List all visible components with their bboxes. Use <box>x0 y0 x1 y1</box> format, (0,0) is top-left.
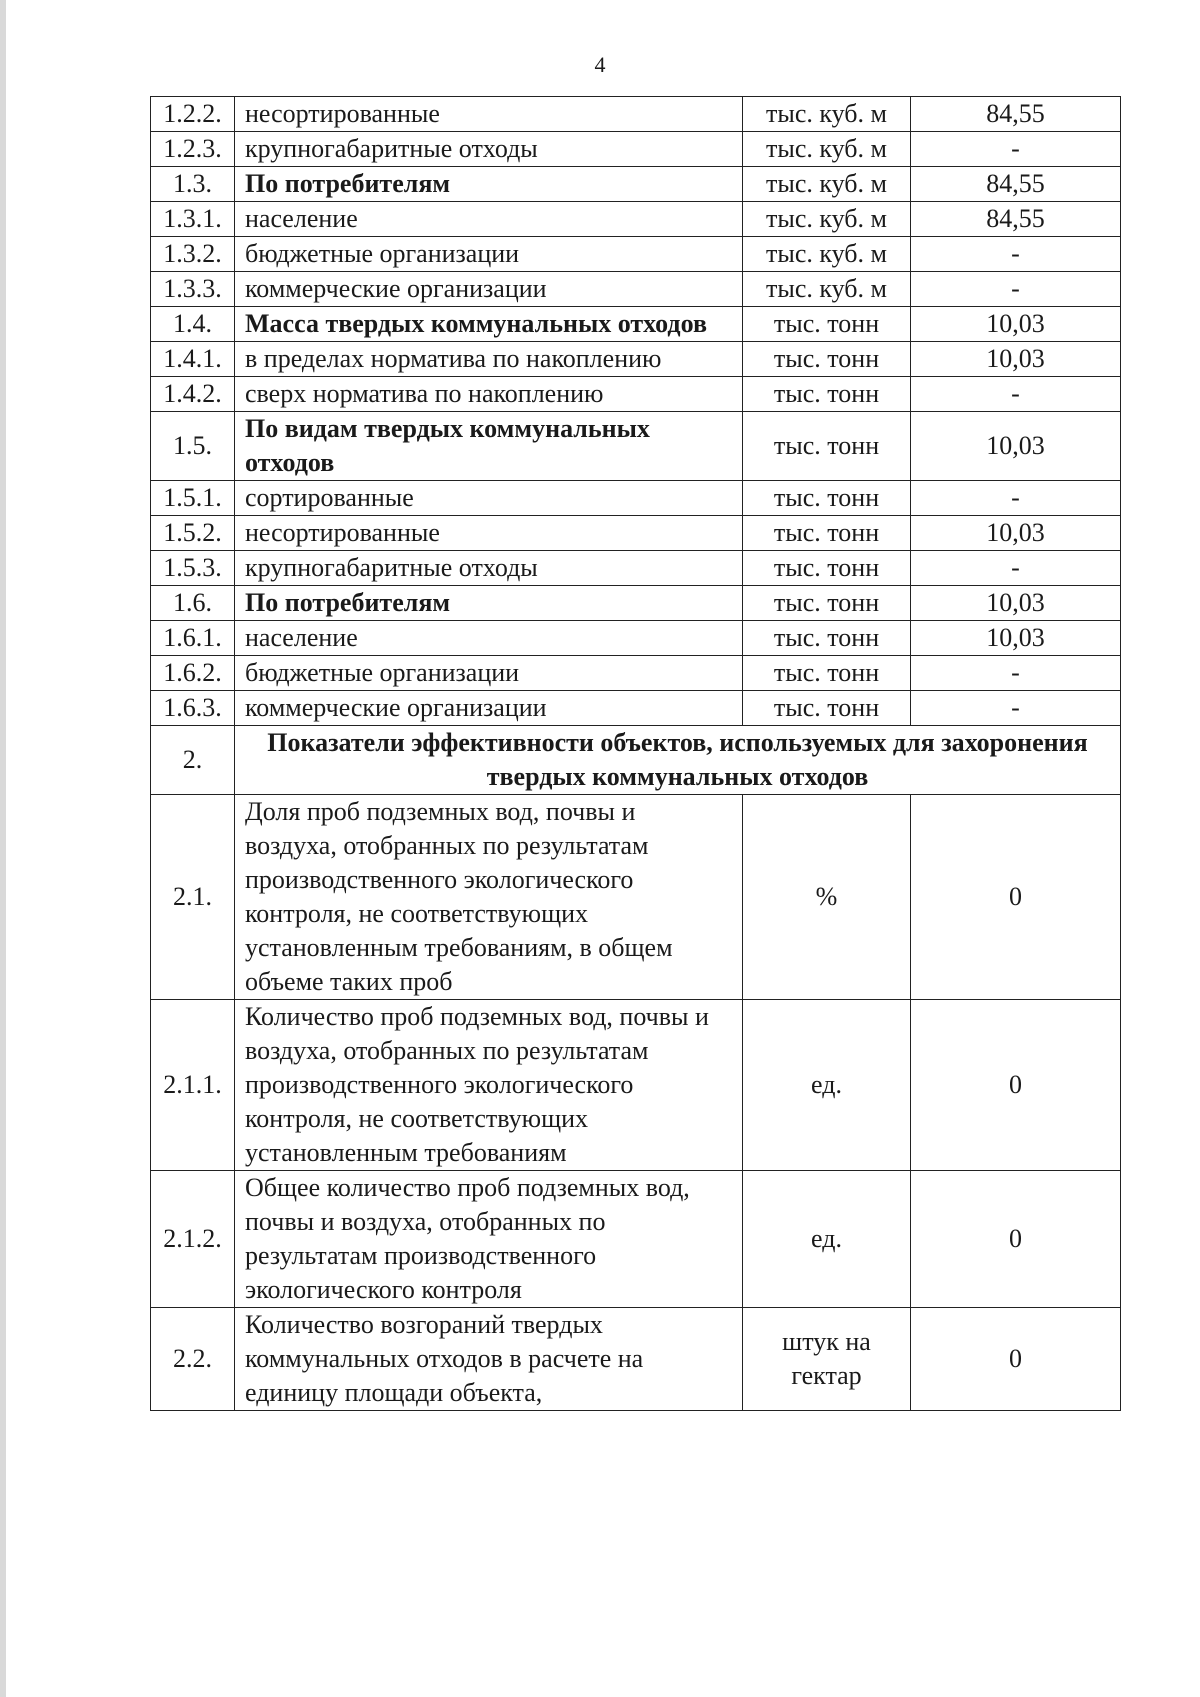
table-row <box>151 1000 1121 1171</box>
table-row <box>151 97 1121 132</box>
row-value: - <box>911 551 1121 586</box>
table-row <box>151 656 1121 691</box>
table-row <box>151 202 1121 237</box>
row-value: 84,55 <box>911 97 1121 132</box>
row-value: 10,03 <box>911 342 1121 377</box>
row-number: 1.6.3. <box>151 691 235 726</box>
row-number: 1.5. <box>151 412 235 481</box>
row-indicator-name: несортированные <box>235 516 743 551</box>
row-indicator-name: крупногабаритные отходы <box>235 132 743 167</box>
row-number: 1.5.3. <box>151 551 235 586</box>
row-unit: тыс. тонн <box>743 516 911 551</box>
row-unit: тыс. тонн <box>743 551 911 586</box>
row-unit: тыс. куб. м <box>743 167 911 202</box>
row-unit: % <box>743 795 911 1000</box>
section-number: 2. <box>151 726 235 795</box>
row-value: 0 <box>911 1171 1121 1308</box>
row-value: - <box>911 377 1121 412</box>
row-number: 1.3.1. <box>151 202 235 237</box>
row-unit: тыс. тонн <box>743 691 911 726</box>
row-indicator-name: в пределах норматива по накоплению <box>235 342 743 377</box>
row-indicator-name: коммерческие организации <box>235 691 743 726</box>
row-number: 1.3.3. <box>151 272 235 307</box>
row-unit: тыс. тонн <box>743 377 911 412</box>
table-row <box>151 342 1121 377</box>
row-unit: тыс. тонн <box>743 342 911 377</box>
row-value: - <box>911 481 1121 516</box>
row-unit: ед. <box>743 1171 911 1308</box>
row-number: 1.4.1. <box>151 342 235 377</box>
row-indicator-name: Общее количество проб подземных вод, почвы и воздуха, отобранных по результатам производственного экологического контроля <box>235 1171 743 1308</box>
row-number: 1.5.1. <box>151 481 235 516</box>
row-value: 10,03 <box>911 412 1121 481</box>
row-unit: тыс. куб. м <box>743 237 911 272</box>
row-unit: ед. <box>743 1000 911 1171</box>
row-value: 0 <box>911 1308 1121 1411</box>
row-value: 84,55 <box>911 167 1121 202</box>
row-indicator-name: Масса твердых коммунальных отходов <box>235 307 743 342</box>
row-unit: тыс. тонн <box>743 481 911 516</box>
table-row <box>151 377 1121 412</box>
row-value: - <box>911 656 1121 691</box>
table-row <box>151 1308 1121 1411</box>
row-unit: тыс. куб. м <box>743 272 911 307</box>
row-value: - <box>911 272 1121 307</box>
section-title: Показатели эффективности объектов, используемых для захоронения твердых коммунальных отходов <box>235 726 1121 795</box>
row-number: 1.6.2. <box>151 656 235 691</box>
row-indicator-name: Количество возгораний твердых коммунальных отходов в расчете на единицу площади объекта, <box>235 1308 743 1411</box>
row-number: 2.1.1. <box>151 1000 235 1171</box>
row-value: 0 <box>911 795 1121 1000</box>
row-indicator-name: Доля проб подземных вод, почвы и воздуха, отобранных по результатам производственного экологического контроля, не соответствующих установленным требованиям, в общем объеме таких проб <box>235 795 743 1000</box>
table-row <box>151 132 1121 167</box>
row-value: 10,03 <box>911 307 1121 342</box>
row-indicator-name: сортированные <box>235 481 743 516</box>
table-row <box>151 516 1121 551</box>
row-indicator-name: население <box>235 621 743 656</box>
table-row <box>151 621 1121 656</box>
section-header-row <box>151 726 1121 795</box>
table-row <box>151 481 1121 516</box>
row-value: - <box>911 691 1121 726</box>
row-unit: штук на гектар <box>743 1308 911 1411</box>
table-row <box>151 272 1121 307</box>
table-row <box>151 307 1121 342</box>
row-unit: тыс. куб. м <box>743 97 911 132</box>
table-row <box>151 551 1121 586</box>
row-indicator-name: крупногабаритные отходы <box>235 551 743 586</box>
row-unit: тыс. тонн <box>743 586 911 621</box>
table-row <box>151 1171 1121 1308</box>
row-value: 10,03 <box>911 586 1121 621</box>
row-unit: тыс. тонн <box>743 656 911 691</box>
row-number: 2.1.2. <box>151 1171 235 1308</box>
table-row <box>151 412 1121 481</box>
row-number: 2.1. <box>151 795 235 1000</box>
row-indicator-name: несортированные <box>235 97 743 132</box>
row-indicator-name: население <box>235 202 743 237</box>
row-number: 1.5.2. <box>151 516 235 551</box>
table-row <box>151 167 1121 202</box>
row-number: 1.4. <box>151 307 235 342</box>
row-unit: тыс. куб. м <box>743 132 911 167</box>
table-row <box>151 586 1121 621</box>
table-row <box>151 691 1121 726</box>
row-value: 10,03 <box>911 516 1121 551</box>
table-row <box>151 795 1121 1000</box>
row-indicator-name: сверх норматива по накоплению <box>235 377 743 412</box>
row-value: - <box>911 132 1121 167</box>
row-indicator-name: бюджетные организации <box>235 656 743 691</box>
row-indicator-name: коммерческие организации <box>235 272 743 307</box>
row-indicator-name: Количество проб подземных вод, почвы и воздуха, отобранных по результатам производственного экологического контроля, не соответствующих установленным требованиям <box>235 1000 743 1171</box>
row-indicator-name: По потребителям <box>235 586 743 621</box>
row-number: 1.6.1. <box>151 621 235 656</box>
row-value: - <box>911 237 1121 272</box>
row-value: 0 <box>911 1000 1121 1171</box>
row-value: 10,03 <box>911 621 1121 656</box>
row-number: 1.3.2. <box>151 237 235 272</box>
page-number: 4 <box>594 52 606 77</box>
row-unit: тыс. куб. м <box>743 202 911 237</box>
row-number: 1.4.2. <box>151 377 235 412</box>
row-number: 1.3. <box>151 167 235 202</box>
row-number: 1.2.2. <box>151 97 235 132</box>
indicators-table <box>150 96 1121 1411</box>
row-unit: тыс. тонн <box>743 412 911 481</box>
row-value: 84,55 <box>911 202 1121 237</box>
table-row <box>151 237 1121 272</box>
row-unit: тыс. тонн <box>743 621 911 656</box>
page-edge-strip <box>0 0 6 1697</box>
row-number: 1.2.3. <box>151 132 235 167</box>
row-number: 2.2. <box>151 1308 235 1411</box>
row-number: 1.6. <box>151 586 235 621</box>
row-indicator-name: По потребителям <box>235 167 743 202</box>
row-indicator-name: По видам твердых коммунальных отходов <box>235 412 743 481</box>
row-unit: тыс. тонн <box>743 307 911 342</box>
row-indicator-name: бюджетные организации <box>235 237 743 272</box>
